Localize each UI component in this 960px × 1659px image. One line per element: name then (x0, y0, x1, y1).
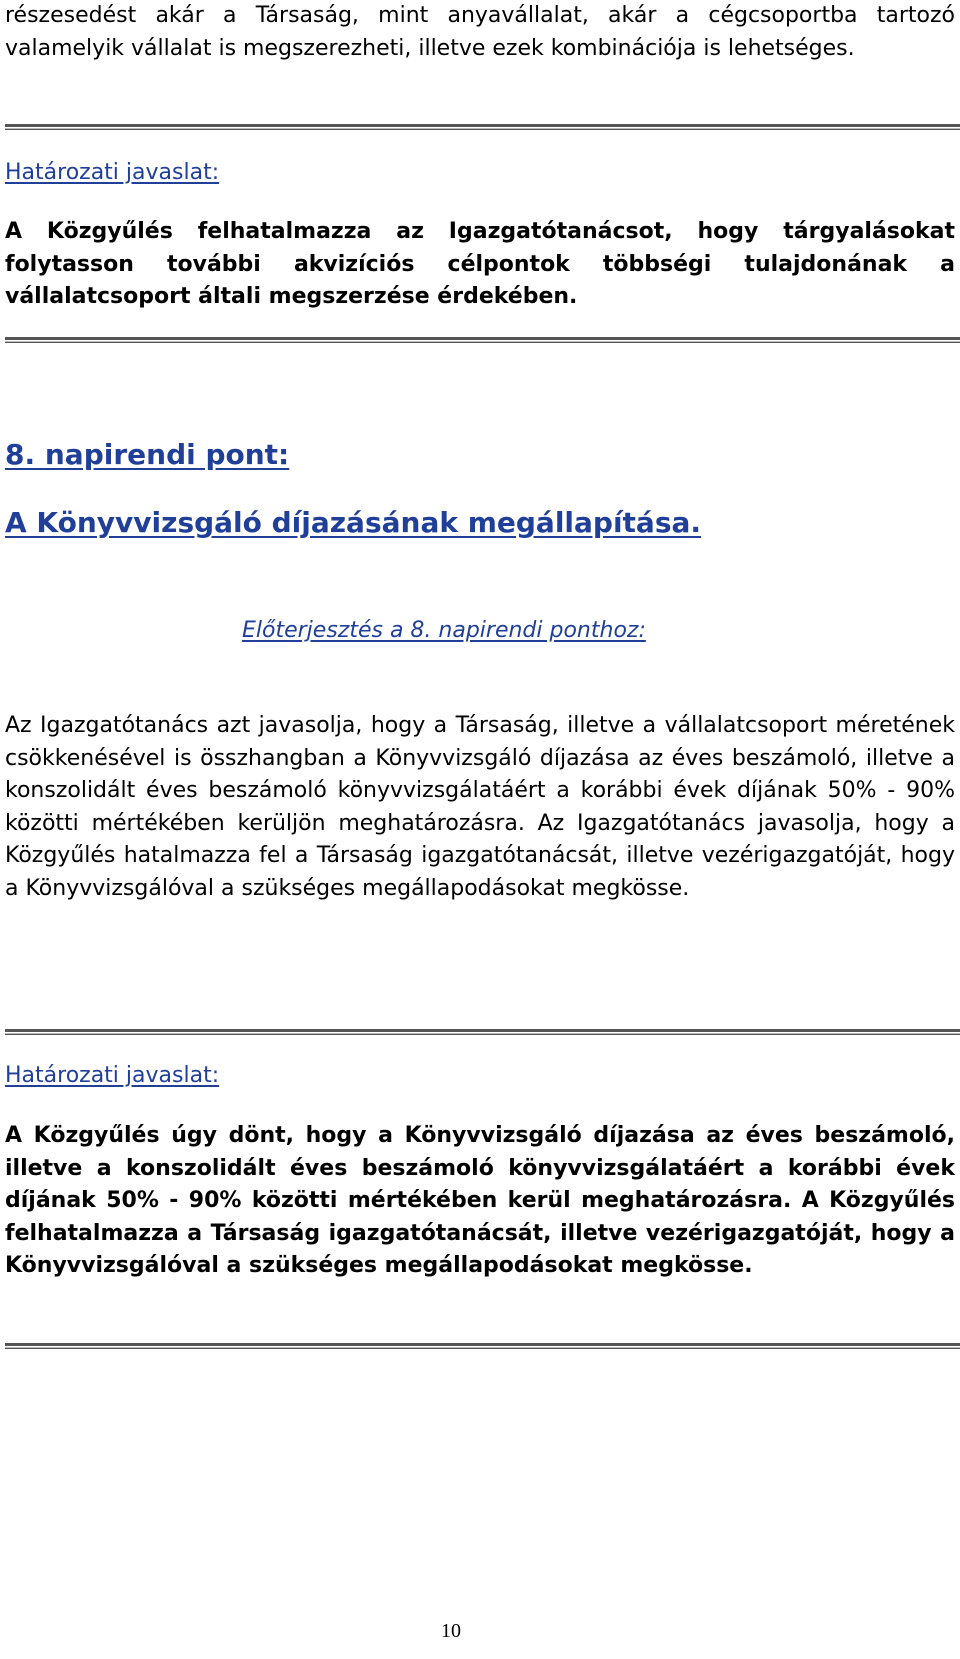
resolution-text-2: A Közgyűlés úgy dönt, hogy a Könyvvizsgáló díjazása az éves beszámoló, illetve a konszolidált éves beszámoló könyvvizsgálatáért a korábbi évek díjának 50% - 90% közötti mértékében kerül meghatározásra. A Közgyűlés felhatalmazza a Társaság igazgatótanácsát, illetve vezérigazgatóját, hogy a Könyvvizsgálóval a szükséges megállapodásokat megkösse. (5, 1123, 955, 1278)
page-number: 10 (441, 1620, 461, 1642)
intro-paragraph: részesedést akár a Társaság, mint anyavállalat, akár a cégcsoportba tartozó valamelyik vállalat is megszerezheti, illetve ezek kombinációja is lehetséges. (5, 3, 955, 61)
divider-rule-3 (5, 1029, 960, 1035)
agenda-title: A Könyvvizsgáló díjazásának megállapítása. (5, 506, 702, 539)
divider-rule-1 (5, 124, 960, 130)
resolution-text-1: A Közgyűlés felhatalmazza az Igazgatótanácsot, hogy tárgyalásokat folytasson további akvizíciós célpontok többségi tulajdonának a vállalatcsoport általi megszerzése érdekében. (5, 219, 955, 309)
resolution-heading-2: Határozati javaslat: (5, 1063, 220, 1088)
resolution-heading-1: Határozati javaslat: (5, 160, 220, 185)
agenda-number: 8. napirendi pont: (5, 438, 290, 471)
divider-rule-2 (5, 337, 960, 343)
divider-rule-4 (5, 1343, 960, 1349)
proposal-paragraph: Az Igazgatótanács azt javasolja, hogy a Társaság, illetve a vállalatcsoport méretének csökkenésével is összhangban a Könyvvizsgáló díjazása az éves beszámoló, illetve a konszolidált éves beszámoló könyvvizsgálatáért a korábbi évek díjának 50% - 90% közötti mértékében kerüljön meghatározásra. Az Igazgatótanács javasolja, hogy a Közgyűlés hatalmazza fel a Társaság igazgatótanácsát, illetve vezérigazgatóját, hogy a Könyvvizsgálóval a szükséges megállapodásokat megkösse. (5, 713, 955, 901)
proposal-link[interactable]: Előterjesztés a 8. napirendi ponthoz: (242, 618, 646, 643)
